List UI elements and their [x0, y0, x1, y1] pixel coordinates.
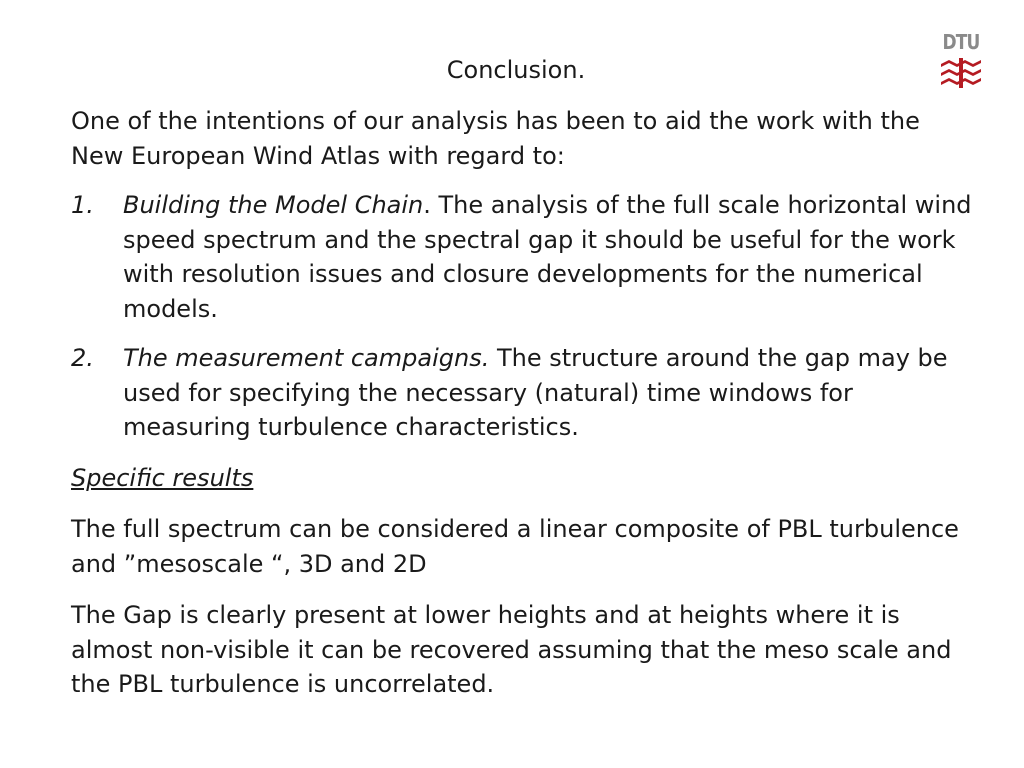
- logo-text: DTU: [942, 30, 980, 54]
- list-number: 2.: [71, 344, 94, 372]
- list-text: . The analysis of the full scale horizontal wind speed spectrum and the spectral gap it should be useful for the work with resolution issues and closure developments for the numerical models.: [123, 191, 972, 323]
- intro-paragraph: One of the intentions of our analysis has been to aid the work with the New European Wind Atlas with regard to:: [71, 107, 920, 170]
- specific-results-label: Specific results: [71, 464, 254, 492]
- list-number: 1.: [71, 191, 94, 219]
- list-body: [123, 188, 973, 326]
- list-body: [123, 341, 973, 445]
- result-paragraph-1: The full spectrum can be considered a linear composite of PBL turbulence and ”mesoscale “, 3D and 2D: [71, 515, 959, 578]
- list-heading: Building the Model Chain: [123, 191, 424, 219]
- specific-results-heading: [71, 461, 971, 496]
- result-paragraph-2: The Gap is clearly present at lower heights and at heights where it is almost non-visible it can be recovered assuming that the meso scale and the PBL turbulence is uncorrelated.: [71, 601, 952, 698]
- slide-title: Conclusion.: [446, 56, 586, 84]
- list-text: The structure around the gap may be used for specifying the necessary (natural) time windows for measuring turbulence characteristics.: [123, 344, 948, 441]
- list-heading: The measurement campaigns.: [123, 344, 490, 372]
